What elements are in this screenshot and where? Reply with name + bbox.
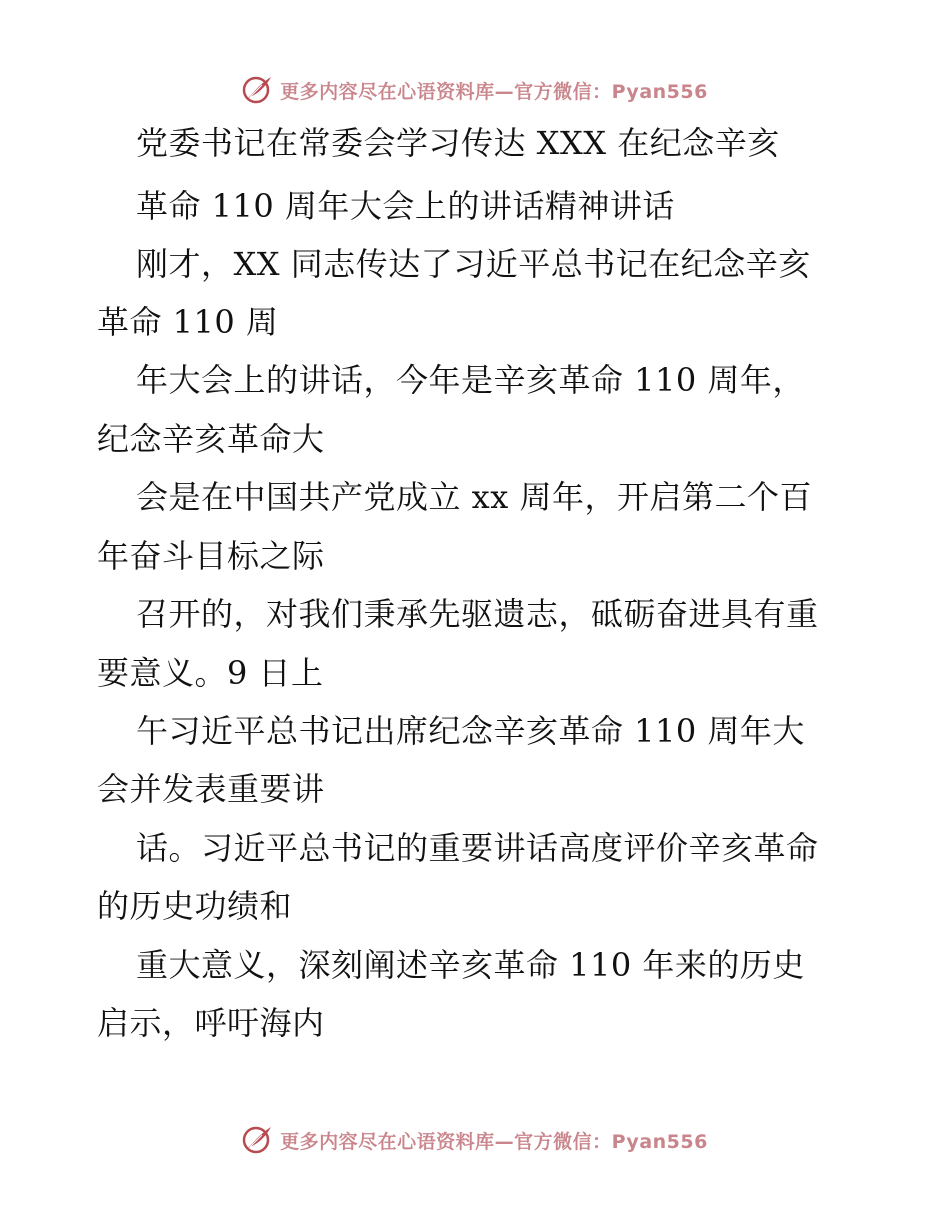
header-banner bbox=[0, 70, 950, 110]
paragraph-line: 纪念辛亥革命大 bbox=[97, 420, 325, 458]
feather-pen-logo-icon bbox=[242, 1124, 274, 1156]
header-banner-text: 更多内容尽在心语资料库—官方微信：Pyan556 bbox=[280, 80, 708, 103]
paragraph-line: 午习近平总书记出席纪念辛亥革命 110 周年大 bbox=[136, 712, 805, 750]
paragraph-line: 话。习近平总书记的重要讲话高度评价辛亥革命 bbox=[136, 829, 819, 867]
paragraph-line: 重大意义，深刻阐述辛亥革命 110 年来的历史 bbox=[136, 946, 805, 984]
footer-banner-text: 更多内容尽在心语资料库—官方微信：Pyan556 bbox=[280, 1130, 708, 1153]
paragraph-line: 召开的，对我们秉承先驱遗志，砥砺奋进具有重 bbox=[136, 595, 819, 633]
feather-pen-logo-icon bbox=[242, 74, 274, 106]
document-title-line-1: 党委书记在常委会学习传达 XXX 在纪念辛亥 bbox=[136, 124, 780, 162]
paragraph-line: 的历史功绩和 bbox=[97, 887, 293, 925]
paragraph-line: 要意义。9 日上 bbox=[97, 654, 324, 692]
paragraph-line: 刚才，XX 同志传达了习近平总书记在纪念辛亥 bbox=[136, 245, 811, 283]
footer-banner bbox=[0, 1120, 950, 1160]
paragraph-line: 会是在中国共产党成立 xx 周年，开启第二个百 bbox=[136, 478, 812, 516]
paragraph-line: 启示，呼吁海内 bbox=[97, 1004, 325, 1042]
paragraph-line: 革命 110 周 bbox=[97, 303, 279, 341]
paragraph-line: 会并发表重要讲 bbox=[97, 770, 325, 808]
paragraph-line: 年奋斗目标之际 bbox=[97, 537, 325, 575]
document-title-line-2: 革命 110 周年大会上的讲话精神讲话 bbox=[136, 187, 675, 225]
paragraph-line: 年大会上的讲话，今年是辛亥革命 110 周年， bbox=[136, 361, 805, 399]
